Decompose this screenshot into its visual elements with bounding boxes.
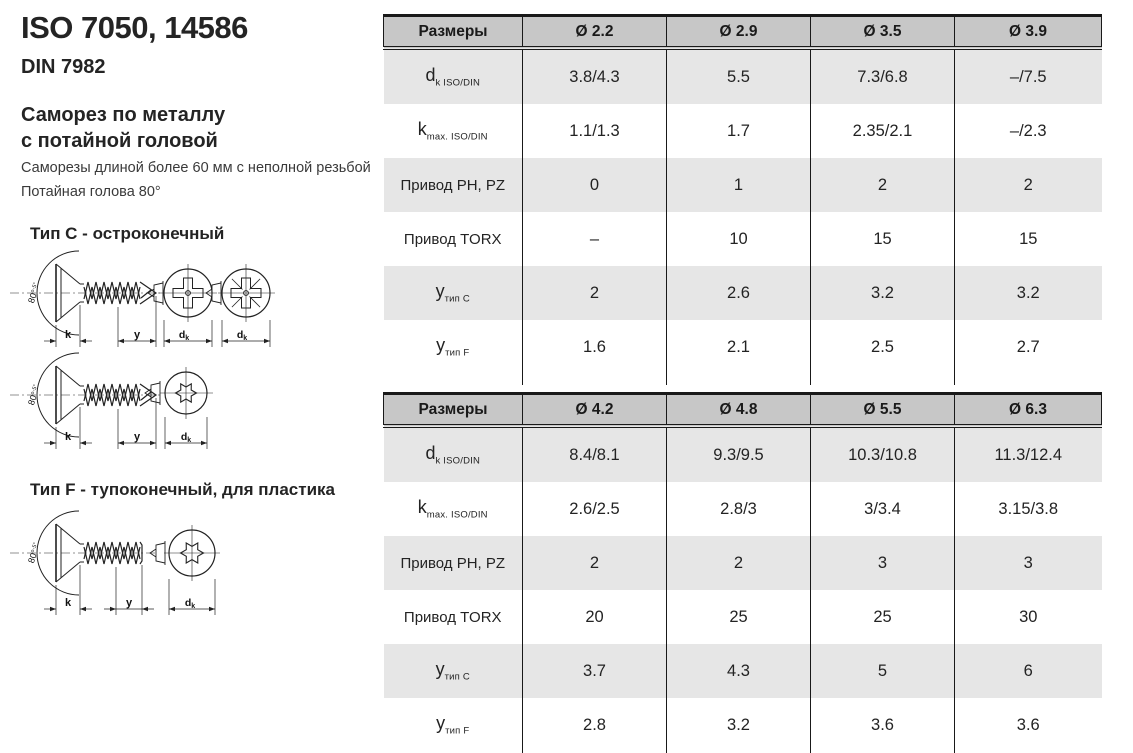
y-dim-label: y xyxy=(133,329,141,341)
value-cell: 2 xyxy=(955,158,1102,212)
row-label: $y_{тип F}$ xyxy=(436,713,470,737)
table-row xyxy=(384,212,1102,266)
diameter-column-header: Ø 3.9 xyxy=(955,16,1102,49)
page-title: ISO 7050, 14586 xyxy=(21,10,248,45)
type-c-heading: Тип C - остроконечный xyxy=(30,224,225,243)
row-label: $y_{тип C}$ xyxy=(384,644,523,698)
value-cell: 3.7 xyxy=(523,644,667,698)
table-row xyxy=(384,536,1102,590)
value-cell: 10 xyxy=(667,212,811,266)
dimension-tables xyxy=(383,14,1101,753)
diameter-column-header: Ø 6.3 xyxy=(955,394,1102,427)
dimensions-table-small xyxy=(383,14,1102,385)
value-cell: 1.7 xyxy=(667,104,811,158)
value-cell: 20 xyxy=(523,590,667,644)
sizes-corner-header: Размеры xyxy=(384,16,523,49)
dk-dim-label: dk xyxy=(178,329,190,342)
value-cell: 1 xyxy=(667,158,811,212)
table-row xyxy=(384,266,1102,320)
diameter-column-header: Ø 4.2 xyxy=(523,394,667,427)
value-cell: 2.8/3 xyxy=(667,482,811,536)
product-description xyxy=(21,157,371,204)
row-label: $y_{тип C}$ xyxy=(384,266,523,320)
dimensions-table-large xyxy=(383,392,1102,753)
value-cell: 3.6 xyxy=(811,698,955,752)
table-tail-spacer xyxy=(955,374,1102,385)
value-cell: 11.3/12.4 xyxy=(955,426,1102,482)
value-cell: 8.4/8.1 xyxy=(523,426,667,482)
value-cell: 3.8/4.3 xyxy=(523,48,667,104)
value-cell: 3.6 xyxy=(955,698,1102,752)
dk-dim-label: dk xyxy=(180,431,192,444)
value-cell: 2.1 xyxy=(667,320,811,374)
diameter-column-header: Ø 3.5 xyxy=(811,16,955,49)
value-cell: 15 xyxy=(955,212,1102,266)
value-cell: 2.35/2.1 xyxy=(811,104,955,158)
description-line2: Потайная голова 80° xyxy=(21,183,161,200)
value-cell: 3 xyxy=(955,536,1102,590)
value-cell: 30 xyxy=(955,590,1102,644)
value-cell: 7.3/6.8 xyxy=(811,48,955,104)
sizes-corner-header: Размеры xyxy=(384,394,523,427)
diameter-column-header: Ø 2.9 xyxy=(667,16,811,49)
row-label: $d_{k ISO/DIN}$ xyxy=(384,426,523,482)
row-label: $d_{k ISO/DIN}$ xyxy=(384,48,523,104)
value-cell: 2.6/2.5 xyxy=(523,482,667,536)
type-f-heading: Тип F - тупоконечный, для пластика xyxy=(30,480,335,499)
table-tail-spacer xyxy=(384,374,523,385)
value-cell: 25 xyxy=(667,590,811,644)
table-tail-lines xyxy=(384,374,1102,385)
angle-label: 80°$^{-5^\circ}$ xyxy=(26,383,40,407)
table-row xyxy=(384,320,1102,374)
torx-recess-icon xyxy=(145,367,213,419)
type-c-screw-drawing-ph-pz xyxy=(4,247,280,353)
product-name xyxy=(21,102,225,154)
table-tail-spacer xyxy=(523,374,667,385)
value-cell: 2 xyxy=(523,536,667,590)
value-cell: 25 xyxy=(811,590,955,644)
value-cell: 5.5 xyxy=(667,48,811,104)
value-cell: 2.7 xyxy=(955,320,1102,374)
value-cell: 5 xyxy=(811,644,955,698)
value-cell: 4.3 xyxy=(667,644,811,698)
value-cell: 1.6 xyxy=(523,320,667,374)
value-cell: 3.15/3.8 xyxy=(955,482,1102,536)
value-cell: – xyxy=(523,212,667,266)
description-line1: Саморезы длиной более 60 мм с неполной резьбой xyxy=(21,160,371,176)
row-label: $k_{max. ISO/DIN}$ xyxy=(417,497,488,521)
angle-label: 80°$^{-5^\circ}$ xyxy=(26,281,40,305)
type-c-screw-drawing-torx xyxy=(4,349,234,455)
value-cell: 2 xyxy=(811,158,955,212)
angle-label: 80°$^{-5^\circ}$ xyxy=(26,541,40,565)
value-cell: 2 xyxy=(667,536,811,590)
dk-dim-label: dk xyxy=(184,597,196,610)
table-row xyxy=(384,104,1102,158)
value-cell: 3.2 xyxy=(667,698,811,752)
table-row xyxy=(384,48,1102,104)
row-label: Привод TORX xyxy=(403,608,502,626)
table-row xyxy=(384,698,1102,752)
value-cell: –/2.3 xyxy=(955,104,1102,158)
y-dim-label: y xyxy=(125,597,133,609)
value-cell: 9.3/9.5 xyxy=(667,426,811,482)
table-row xyxy=(384,590,1102,644)
value-cell: –/7.5 xyxy=(955,48,1102,104)
value-cell: 3.2 xyxy=(955,266,1102,320)
value-cell: 1.1/1.3 xyxy=(523,104,667,158)
diameter-column-header: Ø 5.5 xyxy=(811,394,955,427)
diameter-column-header: Ø 4.8 xyxy=(667,394,811,427)
value-cell: 2.6 xyxy=(667,266,811,320)
row-label: Привод PH, PZ xyxy=(384,158,523,212)
table-tail-spacer xyxy=(811,374,955,385)
diameter-column-header: Ø 2.2 xyxy=(523,16,667,49)
row-label: $k_{max. ISO/DIN}$ xyxy=(417,119,488,143)
table-row xyxy=(384,158,1102,212)
row-label: $y_{тип F}$ xyxy=(436,335,470,359)
product-name-line2: с потайной головой xyxy=(21,130,218,152)
table-row xyxy=(384,644,1102,698)
y-dim-label: y xyxy=(133,431,141,443)
table-tail-spacer xyxy=(667,374,811,385)
value-cell: 0 xyxy=(523,158,667,212)
value-cell: 15 xyxy=(811,212,955,266)
value-cell: 2.8 xyxy=(523,698,667,752)
value-cell: 3.2 xyxy=(811,266,955,320)
value-cell: 10.3/10.8 xyxy=(811,426,955,482)
k-dim-label: k xyxy=(64,329,72,341)
row-label: Привод TORX xyxy=(403,230,502,248)
k-dim-label: k xyxy=(64,431,72,443)
torx-recess-icon xyxy=(150,525,220,581)
value-cell: 6 xyxy=(955,644,1102,698)
k-dim-label: k xyxy=(64,597,72,609)
value-cell: 2.5 xyxy=(811,320,955,374)
table-row xyxy=(384,482,1102,536)
dk-dim-label: dk xyxy=(236,329,248,342)
type-f-screw-drawing xyxy=(4,501,254,623)
table-row xyxy=(384,426,1102,482)
value-cell: 2 xyxy=(523,266,667,320)
value-cell: 3/3.4 xyxy=(811,482,955,536)
din-subtitle: DIN 7982 xyxy=(21,56,106,78)
value-cell: 3 xyxy=(811,536,955,590)
product-name-line1: Саморез по металлу xyxy=(21,104,226,126)
row-label: Привод PH, PZ xyxy=(384,536,523,590)
